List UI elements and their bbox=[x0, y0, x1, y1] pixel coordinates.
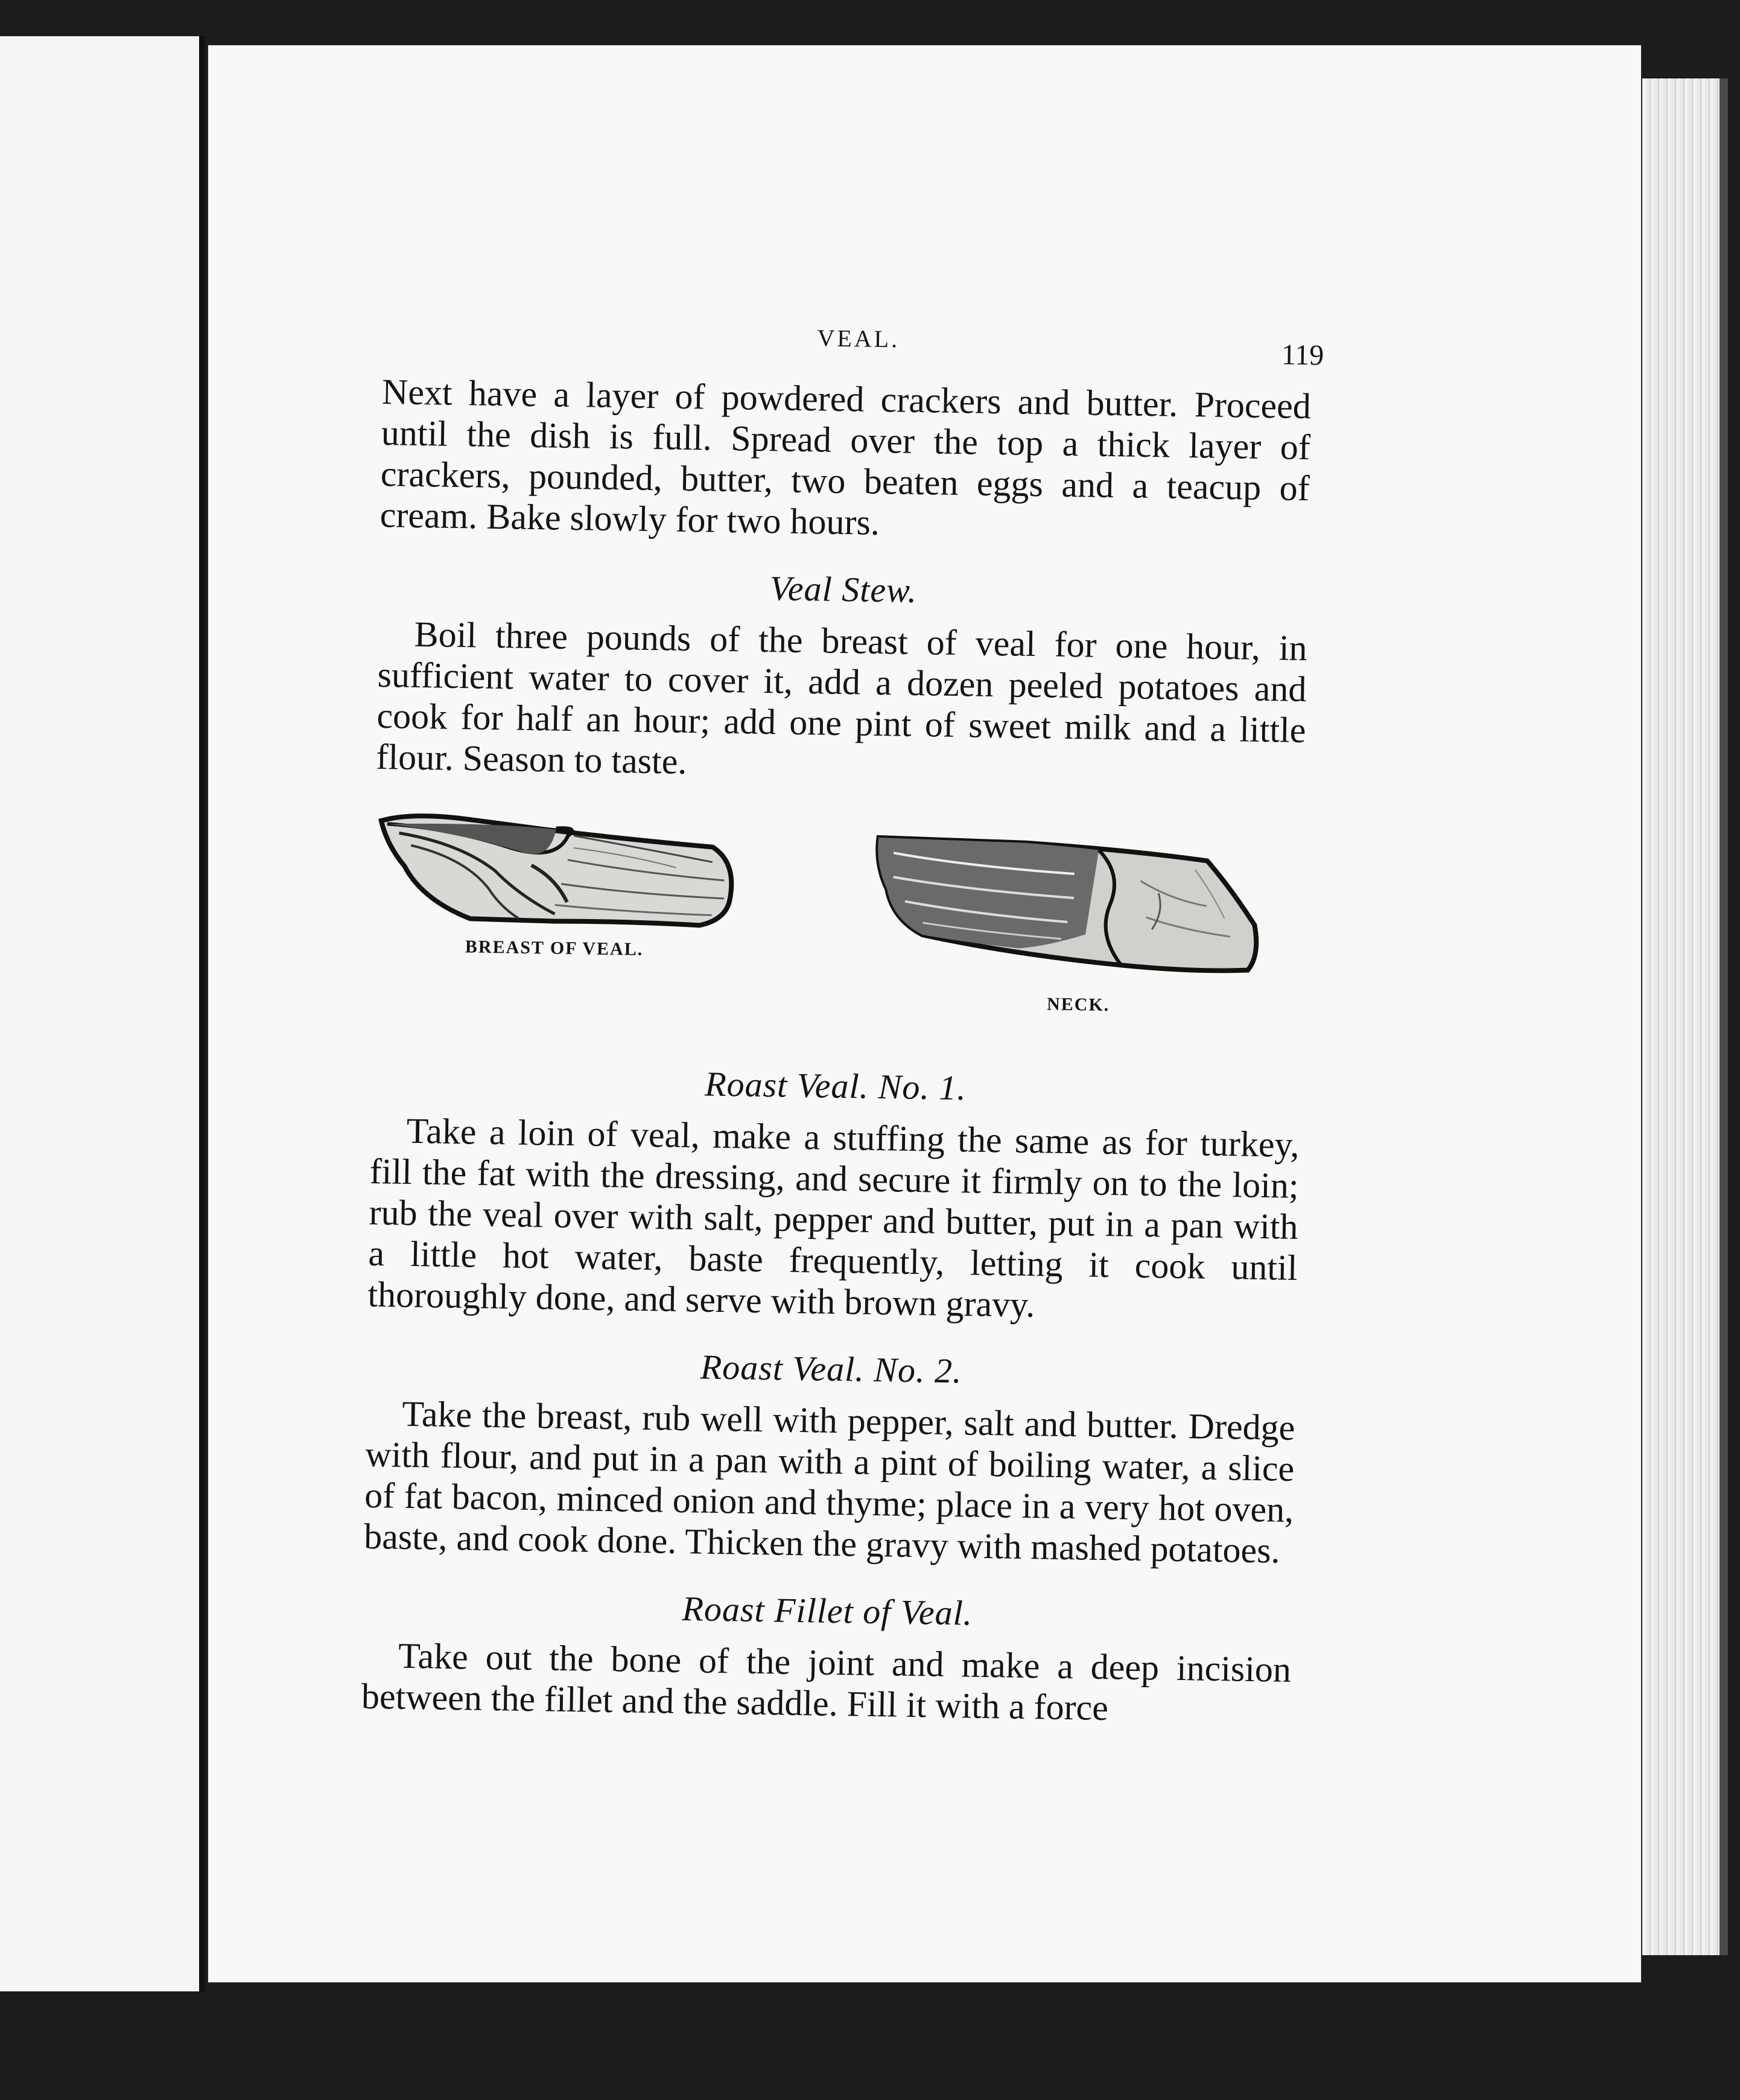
breast-of-veal-illustration bbox=[373, 809, 749, 935]
neck-illustration bbox=[868, 829, 1268, 979]
recipe-text-roast-veal-1: Take a loin of veal, make a stuffing the same as for turkey, fill the fat with the dressing, and secure it firmly on to the loin; rub the veal over with salt, pepper and butter, put in a pan with a little hot water, baste frequently, letting it cook until thoroughly done, and serve with brown gravy. bbox=[367, 1110, 1300, 1325]
page-number: 119 bbox=[1281, 339, 1324, 372]
figures-row bbox=[372, 809, 1304, 1046]
recipe-title-veal-stew: Veal Stew. bbox=[769, 568, 918, 610]
breast-of-veal-figure bbox=[373, 809, 761, 962]
page-content bbox=[361, 317, 1324, 1731]
neck-caption: NECK. bbox=[1046, 994, 1110, 1016]
recipe-text-veal-stew: Boil three pounds of the breast of veal for one hour, in sufficient water to cover it, add a dozen peeled potatoes and cook for half an hour; add one pint of sweet milk and a little flour. Season to taste. bbox=[376, 614, 1308, 781]
recipe-title-roast-veal-1: Roast Veal. No. 1. bbox=[704, 1064, 967, 1108]
running-title: VEAL. bbox=[817, 324, 900, 353]
recipe-title-roast-veal-2: Roast Veal. No. 2. bbox=[700, 1347, 963, 1391]
intro-paragraph: Next have a layer of powdered crackers and butter. Proceed until the dish is full. Spread over the top a thick layer of crackers, pounded, butter, two beaten eggs and a teacup of cream. Bake slowly for two hours. bbox=[379, 371, 1312, 542]
recipe-text-roast-veal-2: Take the breast, rub well with pepper, salt and butter. Dredge with flour, and put in a pan with a pint of boiling water, a slice of fat bacon, minced onion and thyme; place in a very hot oven, baste, and cook done. Thicken the gravy with mashed potatoes. bbox=[363, 1393, 1295, 1571]
neck-figure bbox=[867, 829, 1268, 1018]
left-page bbox=[0, 36, 205, 1991]
recipe-text-roast-fillet: Take out the bone of the joint and make a deep incision between the fillet and the saddle. Fill it with a force bbox=[361, 1635, 1292, 1728]
recipe-title-roast-fillet: Roast Fillet of Veal. bbox=[682, 1589, 973, 1633]
book-page bbox=[208, 45, 1641, 1982]
breast-of-veal-caption: BREAST OF VEAL. bbox=[465, 937, 644, 959]
page-edge bbox=[1629, 78, 1728, 1955]
